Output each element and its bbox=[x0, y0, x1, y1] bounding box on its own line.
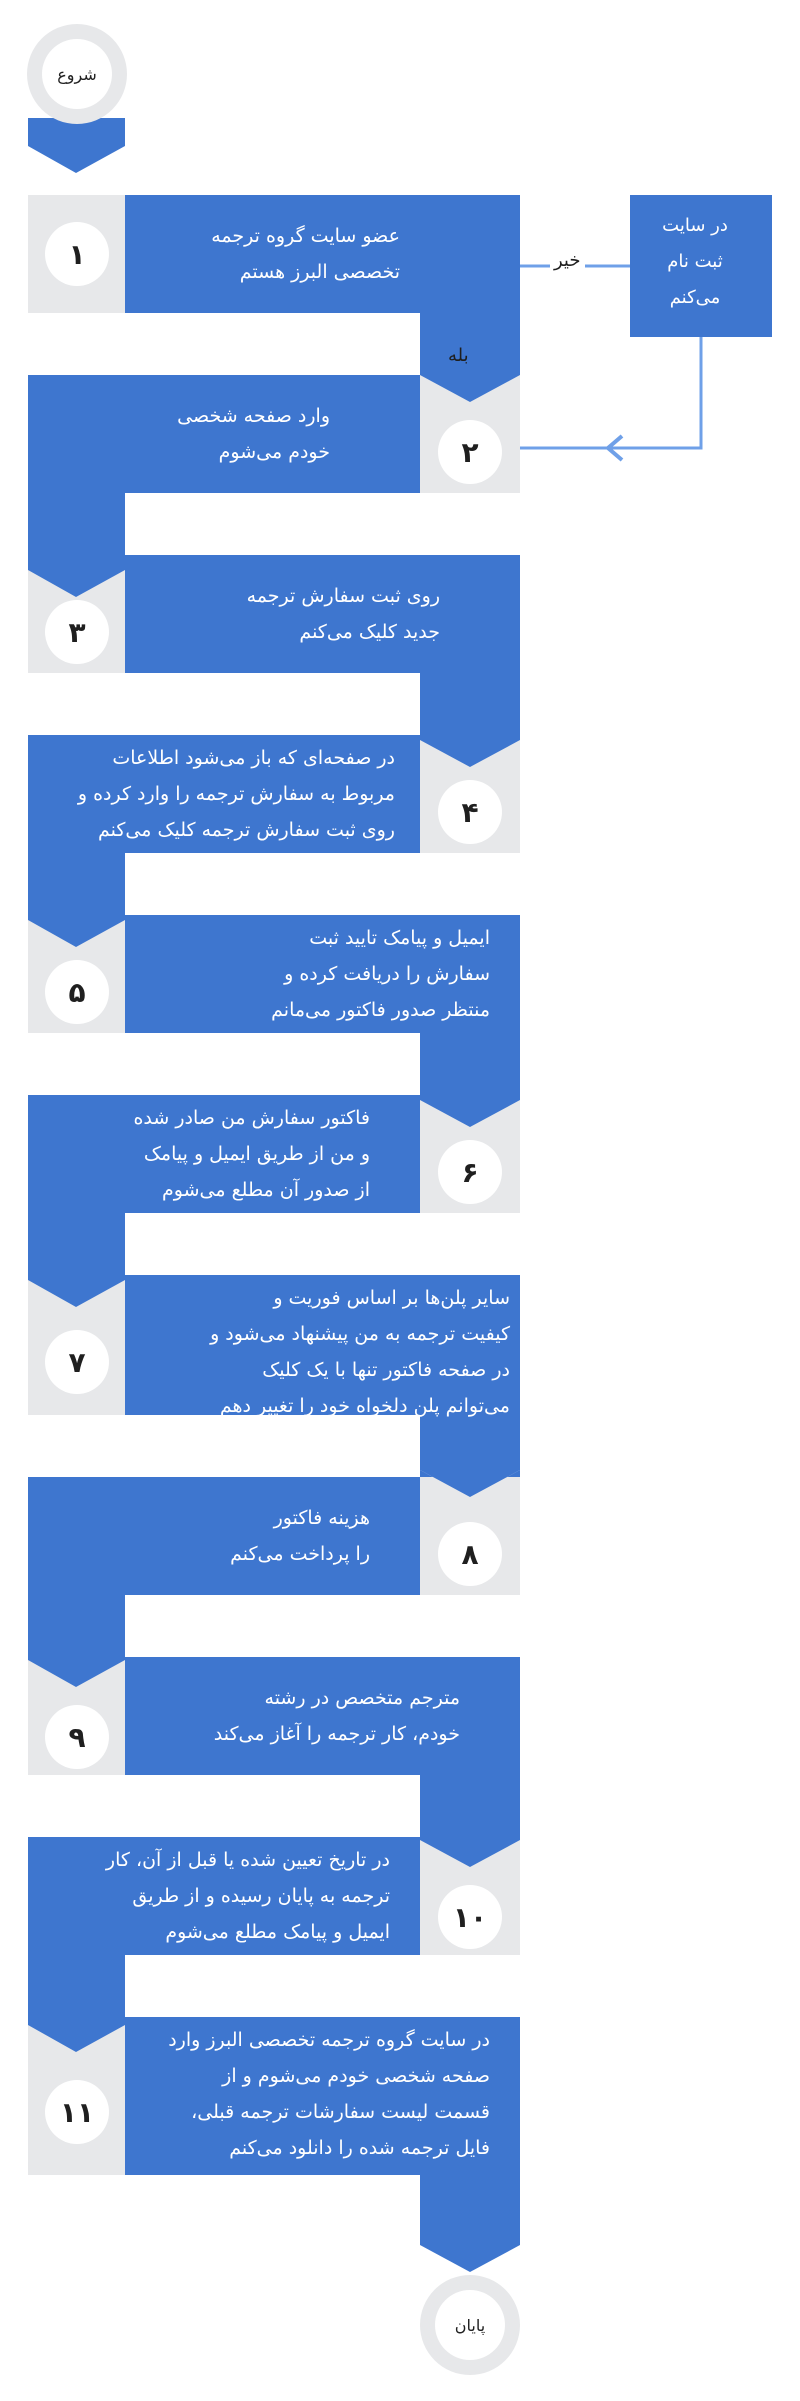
step-8-text: هزینه فاکتور را پرداخت می‌کنم bbox=[230, 1507, 370, 1565]
step-4-text: در صفحه‌ای که باز می‌شود اطلاعات مربوط به سفارش ترجمه را وارد کرده و روی ثبت سفارش ترجمه کلیک می‌کنم bbox=[77, 747, 395, 841]
step-8-number: ۸ bbox=[438, 1522, 502, 1586]
start-arrow bbox=[28, 118, 125, 173]
step-11-text: در سایت گروه ترجمه تخصصی البرز وارد صفحه شخصی خودم می‌شوم و از قسمت لیست سفارشات ترجمه قبلی، فایل ترجمه شده را دانلود می‌کنم bbox=[168, 2029, 490, 2159]
end-node bbox=[420, 2275, 520, 2375]
step-9-number: ۹ bbox=[45, 1705, 109, 1769]
register-text: در سایت ثبت نام می‌کنم bbox=[662, 215, 728, 308]
return-connector bbox=[520, 337, 701, 448]
step-5-number: ۵ bbox=[45, 960, 109, 1024]
start-label: شروع bbox=[42, 39, 112, 109]
step-6-number: ۶ bbox=[438, 1140, 502, 1204]
end-label: پایان bbox=[435, 2290, 505, 2360]
step-3-text: روی ثبت سفارش ترجمه جدید کلیک می‌کنم bbox=[246, 585, 440, 643]
no-label: خیر bbox=[550, 250, 585, 271]
step-6-text: فاکتور سفارش من صادر شده و من از طریق ایمیل و پیامک از صدور آن مطلع می‌شوم bbox=[133, 1107, 370, 1201]
step-2-number: ۲ bbox=[438, 420, 502, 484]
step-10-number: ۱۰ bbox=[438, 1885, 502, 1949]
step-11-number: ۱۱ bbox=[45, 2080, 109, 2144]
start-node bbox=[27, 24, 127, 124]
step-1-text: عضو سایت گروه ترجمه تخصصی البرز هستم bbox=[211, 225, 400, 283]
step-4-number: ۴ bbox=[438, 780, 502, 844]
step-7-text: سایر پلن‌ها بر اساس فوریت و کیفیت ترجمه به من پیشنهاد می‌شود و در صفحه فاکتور تنها با یک کلیک می‌توانم پلن دلخواه خود را تغییر دهم bbox=[210, 1287, 510, 1417]
yes-label: بله bbox=[448, 345, 469, 366]
step-1-number: ۱ bbox=[45, 222, 109, 286]
step-2-text: وارد صفحه شخصی خودم می‌شوم bbox=[177, 405, 330, 463]
step-7-number: ۷ bbox=[45, 1330, 109, 1394]
step-3-number: ۳ bbox=[45, 600, 109, 664]
end-arrow bbox=[420, 2175, 520, 2272]
step-10-text: در تاریخ تعیین شده یا قبل از آن، کار ترجمه به پایان رسیده و از طریق ایمیل و پیامک مطلع می‌شوم bbox=[105, 1849, 390, 1943]
step-5-text: ایمیل و پیامک تایید ثبت سفارش را دریافت کرده و منتظر صدور فاکتور می‌مانم bbox=[271, 927, 490, 1021]
step-9-text: مترجم متخصص در رشته خودم، کار ترجمه را آغاز می‌کند bbox=[213, 1687, 460, 1745]
